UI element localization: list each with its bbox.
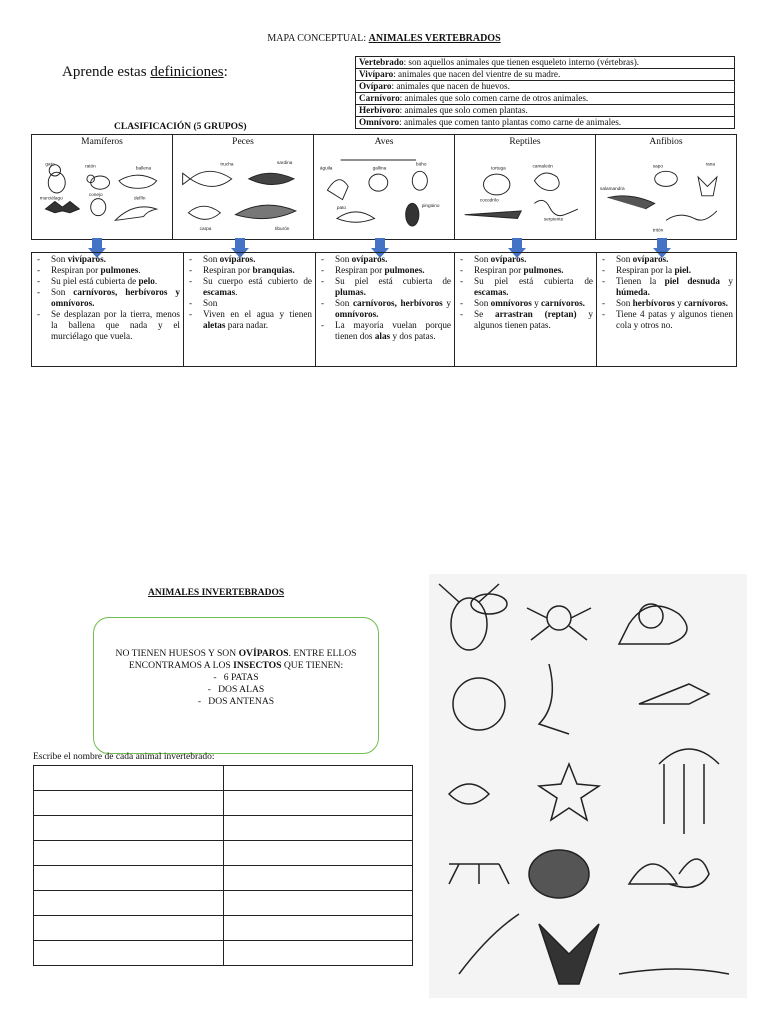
definition-text: : animales que nacen del vientre de su madre. — [393, 69, 561, 79]
answer-cell[interactable] — [223, 766, 413, 791]
definition-text: : son aquellos animales que tienen esqueleto interno (vértebras). — [403, 57, 640, 67]
definition-row — [356, 93, 735, 105]
classification-title: CLASIFICACIÓN (5 GRUPOS) — [114, 122, 247, 132]
label-raton: ratón — [85, 163, 96, 169]
group-mamiferos — [32, 135, 173, 239]
description-item: - Son vivíparos. — [35, 254, 180, 265]
description-item: - Son omnívoros y carnívoros. — [458, 298, 593, 309]
info-text: NO TIENEN HUESOS Y SON OVÍPAROS. ENTRE ELLOS ENCONTRAMOS A LOS INSECTOS QUE TIENEN: — [115, 648, 357, 671]
definition-row — [356, 105, 735, 117]
answer-row — [34, 916, 413, 941]
answer-cell[interactable] — [34, 891, 224, 916]
answer-cell[interactable] — [34, 941, 224, 966]
birds-illustration — [318, 151, 450, 235]
label-salamandra: salamandra — [600, 186, 625, 192]
description-item: - Son herbívoros y carnívoros. — [600, 298, 733, 309]
label-buho: búho — [416, 161, 427, 167]
definition-term: Herbívoro — [359, 105, 400, 115]
description-item: - Se arrastran (reptan) y algunos tienen patas. — [458, 309, 593, 331]
definition-term: Omnívoro — [359, 117, 400, 127]
instruction-text: Escribe el nombre de cada animal invertebrado: — [33, 752, 215, 762]
definition-text: : animales que nacen de huevos. — [391, 81, 510, 91]
learn-heading: Aprende estas definiciones: — [62, 64, 228, 80]
definition-cell — [356, 81, 735, 93]
groups-row — [31, 134, 737, 240]
label-triton: tritón — [652, 227, 664, 233]
definition-text: : animales que comen tanto plantas como carne de animales. — [399, 117, 622, 127]
reptiles-drawing — [459, 151, 591, 235]
description-item: - Tienen la piel desnuda y húmeda. — [600, 276, 733, 298]
answer-row — [34, 766, 413, 791]
description-item: - Son carnívoros, herbívoros y omnívoros. — [319, 298, 451, 320]
definition-cell — [356, 105, 735, 117]
description-item: - Son ovíparos. — [458, 254, 593, 265]
description-item: - Se desplazan por la tierra, menos la ballena que nada y el murciélago que vuela. — [35, 309, 180, 342]
description-item: - Su piel está cubierta de pelo. — [35, 276, 180, 287]
answer-row — [34, 791, 413, 816]
description-item: - Son carnívoros, herbívoros y omnívoros. — [35, 287, 180, 309]
answer-cell[interactable] — [34, 841, 224, 866]
desc-peces — [184, 253, 316, 366]
label-aguila: águila — [319, 165, 333, 171]
answer-cell[interactable] — [34, 916, 224, 941]
label-gato: gato — [45, 161, 55, 167]
description-item: - Respiran por pulmones. — [35, 265, 180, 276]
label-pato: pato — [336, 205, 347, 211]
mammals-drawing — [36, 151, 168, 235]
label-sapo: sapo — [652, 163, 664, 169]
label-tiburon: tiburón — [275, 225, 290, 231]
invertebrates-photo — [429, 574, 747, 998]
description-item: - Son ovíparos. — [319, 254, 451, 265]
answer-row — [34, 866, 413, 891]
invertebrates-drawing — [429, 574, 747, 998]
answer-cell[interactable] — [223, 916, 413, 941]
fish-illustration — [177, 151, 309, 235]
label-tortuga: tortuga — [491, 165, 506, 171]
answer-row — [34, 941, 413, 966]
definition-term: Vivíparo — [359, 69, 394, 79]
desc-mamiferos — [32, 253, 184, 366]
answer-cell[interactable] — [34, 866, 224, 891]
definition-cell — [356, 69, 735, 81]
label-sardina: sardina — [276, 159, 293, 165]
description-item: - Viven en el agua y tienen aletas para nadar. — [187, 309, 312, 331]
description-item: - Son — [187, 298, 312, 309]
definition-term: Ovíparo — [359, 81, 392, 91]
group-name: Aves — [374, 137, 394, 147]
definition-term: Carnívoro — [359, 93, 400, 103]
description-item: - Su piel está cubierta de plumas. — [319, 276, 451, 298]
description-item: - Respiran por pulmones. — [458, 265, 593, 276]
definition-row — [356, 69, 735, 81]
desc-anfibios — [597, 253, 736, 366]
answer-row — [34, 841, 413, 866]
group-aves — [314, 135, 455, 239]
label-conejo: conejo — [88, 191, 103, 197]
mammals-illustration — [36, 151, 168, 235]
group-peces — [173, 135, 314, 239]
answer-cell[interactable] — [223, 841, 413, 866]
descriptions-row — [31, 252, 737, 367]
label-camaleon: camaleón — [532, 163, 553, 169]
invertebrates-info-box — [93, 617, 379, 754]
answer-cell[interactable] — [34, 766, 224, 791]
label-trucha: trucha — [220, 161, 234, 167]
feature-item: - DOS ALAS — [207, 684, 265, 695]
group-name: Reptiles — [509, 137, 541, 147]
amphibians-drawing — [600, 151, 732, 235]
answer-row — [34, 891, 413, 916]
description-item: - Respiran por la piel. — [600, 265, 733, 276]
page-title-main: ANIMALES VERTEBRADOS — [368, 33, 501, 44]
answer-cell[interactable] — [223, 891, 413, 916]
amphibians-illustration — [600, 151, 732, 235]
invertebrates-title: ANIMALES INVERTEBRADOS — [148, 588, 285, 598]
group-name: Mamíferos — [81, 137, 123, 147]
definition-row — [356, 57, 735, 69]
label-carpa: carpa — [199, 225, 212, 231]
label-gallina: gallina — [372, 165, 387, 171]
fish-drawing — [177, 151, 309, 235]
feature-item: - DOS ANTENAS — [197, 696, 275, 707]
label-ballena: ballena — [135, 165, 152, 171]
definition-text: : animales que solo comen carne de otros animales. — [399, 93, 589, 103]
answer-cell[interactable] — [223, 816, 413, 841]
answer-grid — [33, 765, 413, 966]
label-rana: rana — [705, 161, 716, 167]
answer-row — [34, 816, 413, 841]
definition-row — [356, 117, 735, 129]
description-item: - Respiran por pulmones. — [319, 265, 451, 276]
desc-reptiles — [455, 253, 597, 366]
birds-drawing — [318, 151, 450, 235]
group-anfibios — [596, 135, 736, 239]
answer-cell[interactable] — [34, 816, 224, 841]
label-cocodrilo: cocodrilo — [479, 197, 499, 203]
label-pinguino: pingüino — [421, 203, 440, 209]
answer-cell[interactable] — [34, 791, 224, 816]
definition-cell — [356, 57, 735, 69]
definition-row — [356, 81, 735, 93]
definition-text: : animales que solo comen plantas. — [399, 105, 528, 115]
description-item: - La mayoría vuelan porque tienen dos alas y dos patas. — [319, 320, 451, 342]
answer-cell[interactable] — [223, 866, 413, 891]
label-murcielago: murciélago — [39, 195, 63, 201]
group-name: Anfibios — [649, 137, 683, 147]
answer-cell[interactable] — [223, 941, 413, 966]
description-item: - Son ovíparos. — [187, 254, 312, 265]
group-name: Peces — [232, 137, 254, 147]
definition-cell — [356, 117, 735, 129]
description-item: - Tiene 4 patas y algunos tienen cola y otros no. — [600, 309, 733, 331]
description-item: - Su piel está cubierta de escamas. — [458, 276, 593, 298]
label-delfin: delfín — [134, 195, 146, 201]
desc-aves — [316, 253, 455, 366]
description-item: - Respiran por branquias. — [187, 265, 312, 276]
feature-item: - 6 PATAS — [213, 672, 259, 683]
answer-cell[interactable] — [223, 791, 413, 816]
group-reptiles — [455, 135, 596, 239]
description-item: - Su cuerpo está cubierto de escamas. — [187, 276, 312, 298]
reptiles-illustration — [459, 151, 591, 235]
label-serpiente: serpiente — [543, 216, 564, 222]
definitions-table — [355, 56, 735, 129]
definition-term: Vertebrado — [359, 57, 404, 67]
description-item: - Son ovíparos. — [600, 254, 733, 265]
page-title: MAPA CONCEPTUAL: ANIMALES VERTEBRADOS — [267, 33, 501, 44]
definition-cell — [356, 93, 735, 105]
